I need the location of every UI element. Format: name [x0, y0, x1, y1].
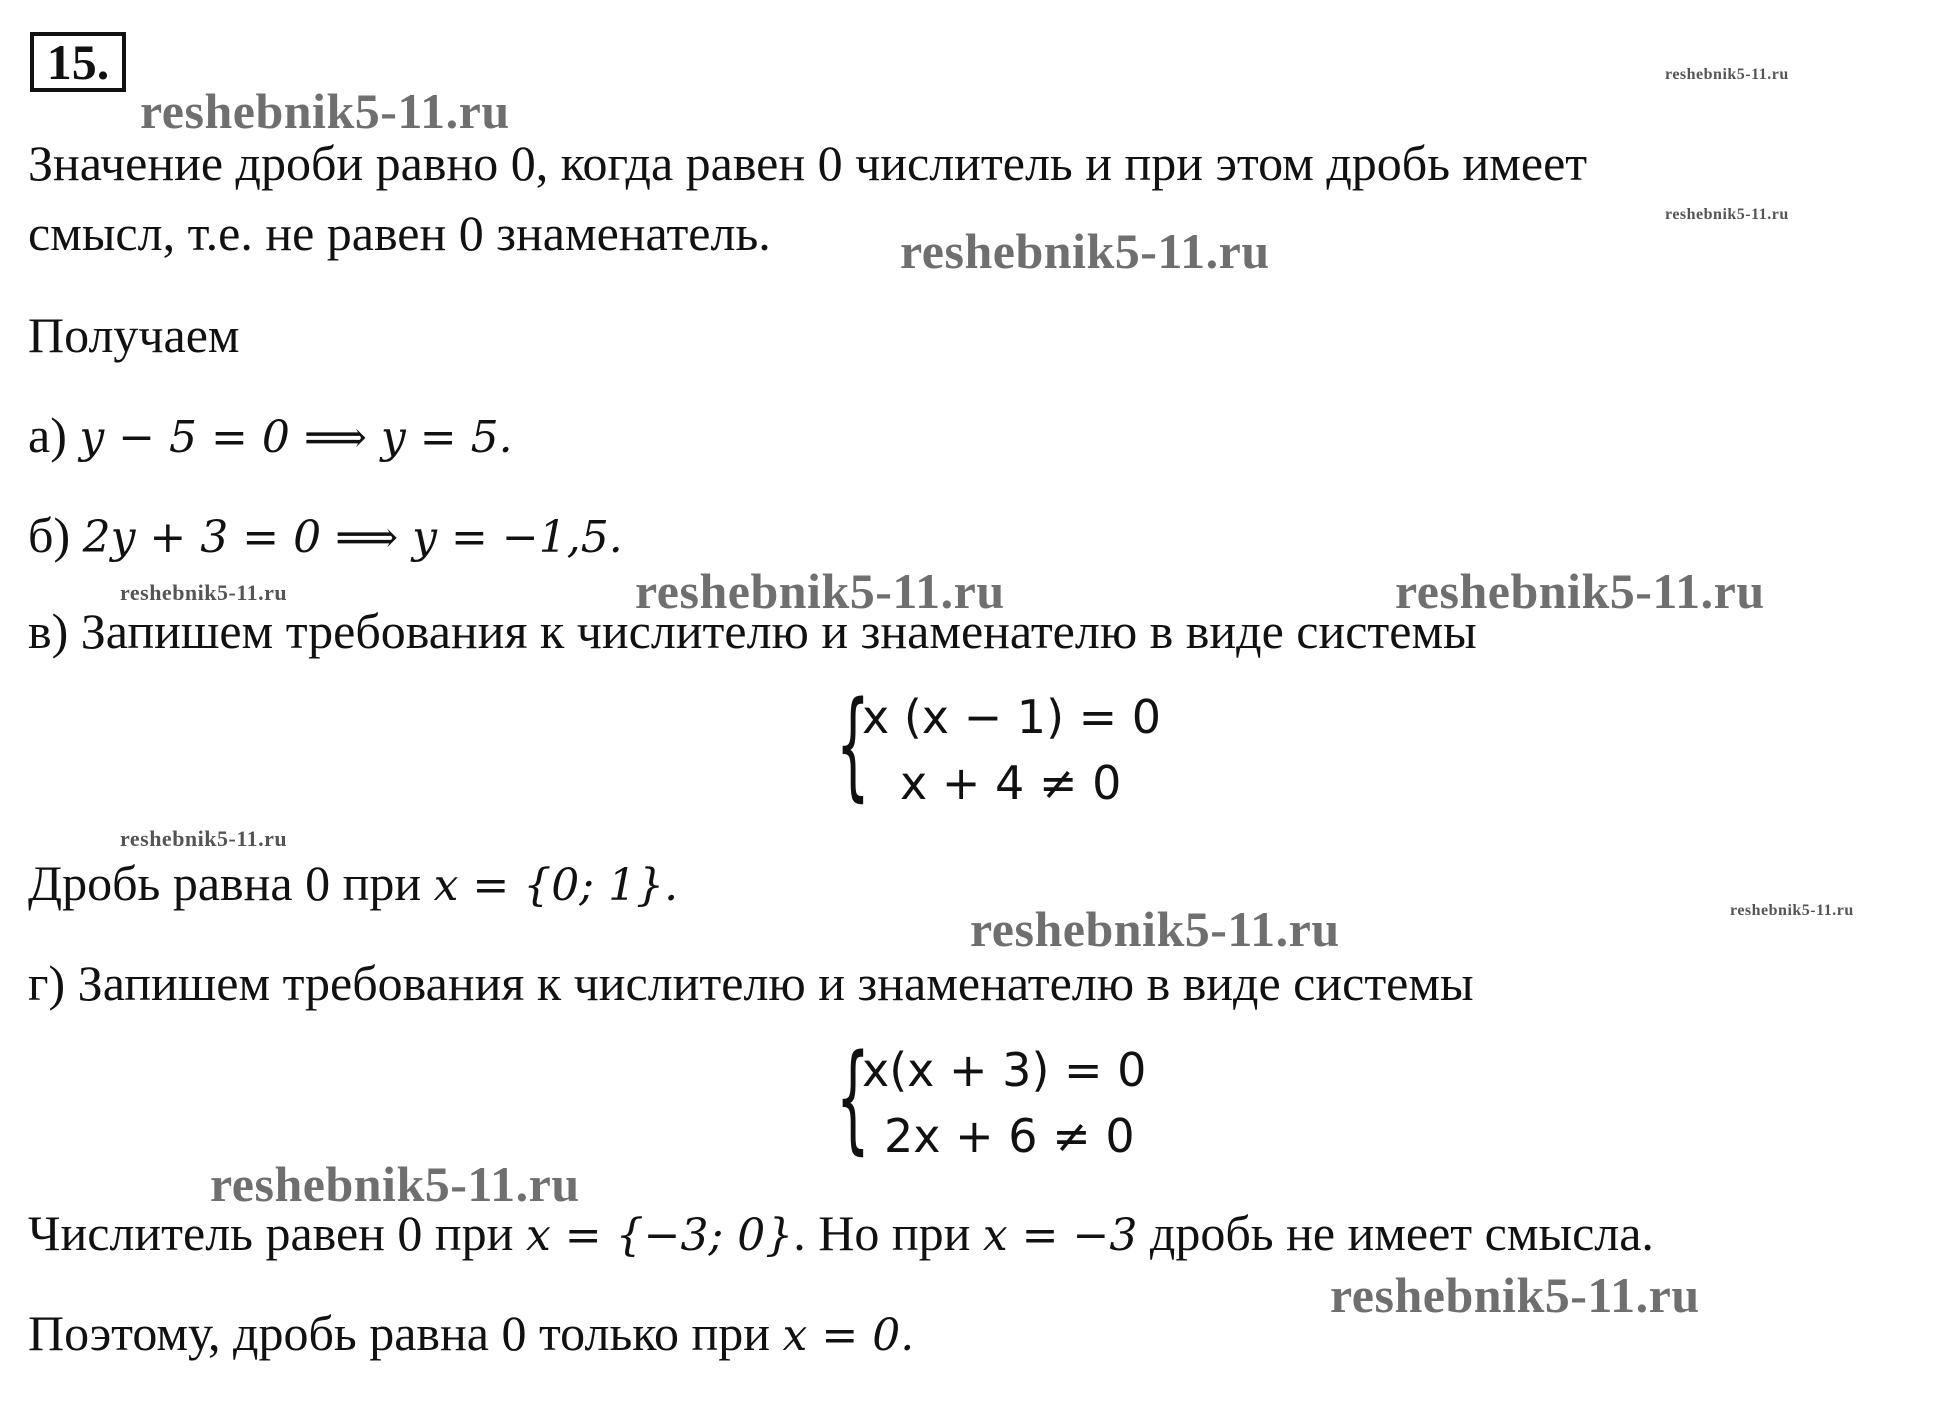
system-brace: { — [836, 1028, 870, 1166]
part-g-result-1-text3: дробь не имеет смысла. — [1137, 1205, 1654, 1261]
part-g-system-eq-2: 2x + 6 ≠ 0 — [884, 1109, 1135, 1163]
part-v-result-text: Дробь равна 0 при — [28, 855, 434, 911]
watermark: reshebnik5-11.ru — [970, 901, 1340, 957]
watermark: reshebnik5-11.ru — [1330, 1267, 1700, 1323]
part-b-line — [28, 507, 623, 566]
watermark: reshebnik5-11.ru — [1665, 66, 1789, 83]
part-a-line — [28, 407, 513, 466]
part-g-result-1-text2: . Но при — [793, 1205, 983, 1261]
part-g-system — [836, 1028, 1216, 1173]
part-v-system-eq-2: x + 4 ≠ 0 — [900, 756, 1122, 810]
intro-line-2: смысл, т.е. не равен 0 знаменатель. — [28, 205, 771, 261]
part-a-label: а) — [28, 407, 80, 463]
problem-number: 15. — [30, 32, 126, 92]
part-g-result-2-math: x = 0. — [782, 1310, 915, 1361]
part-v-system — [836, 675, 1216, 820]
watermark: reshebnik5-11.ru — [140, 83, 510, 139]
part-g-result-1-math: x = {−3; 0} — [525, 1210, 794, 1261]
getting-line: Получаем — [28, 307, 240, 363]
part-a-math: y − 5 = 0 ⟹ y = 5. — [79, 412, 513, 463]
part-g-result-1-math2: x = −3 — [982, 1210, 1138, 1261]
watermark: reshebnik5-11.ru — [900, 223, 1270, 279]
part-g-result-2 — [28, 1305, 914, 1364]
part-v-text: в) Запишем требования к числителю и знаменателю в виде системы — [28, 603, 1477, 659]
part-b-label: б) — [28, 507, 83, 563]
part-v-result-math: x = {0; 1}. — [433, 860, 679, 911]
watermark: reshebnik5-11.ru — [1665, 206, 1789, 223]
part-v-system-eq-1: x (x − 1) = 0 — [862, 690, 1162, 744]
part-g-result-1-text: Числитель равен 0 при — [28, 1205, 526, 1261]
part-g-result-2-text: Поэтому, дробь равна 0 только при — [28, 1305, 783, 1361]
part-g-text: г) Запишем требования к числителю и знаменателю в виде системы — [28, 955, 1474, 1011]
part-g-result-1 — [28, 1205, 1654, 1264]
watermark: reshebnik5-11.ru — [1395, 563, 1765, 619]
part-b-math: 2y + 3 = 0 ⟹ y = −1,5. — [82, 512, 623, 563]
part-v-result — [28, 855, 678, 914]
watermark: reshebnik5-11.ru — [120, 580, 288, 605]
watermark: reshebnik5-11.ru — [1730, 902, 1854, 919]
part-g-system-eq-1: x(x + 3) = 0 — [862, 1043, 1147, 1097]
intro-line-1: Значение дроби равно 0, когда равен 0 числитель и при этом дробь имеет — [28, 135, 1588, 191]
system-brace: { — [836, 675, 870, 813]
watermark: reshebnik5-11.ru — [120, 826, 288, 851]
watermark: reshebnik5-11.ru — [635, 563, 1005, 619]
watermark: reshebnik5-11.ru — [210, 1156, 580, 1212]
